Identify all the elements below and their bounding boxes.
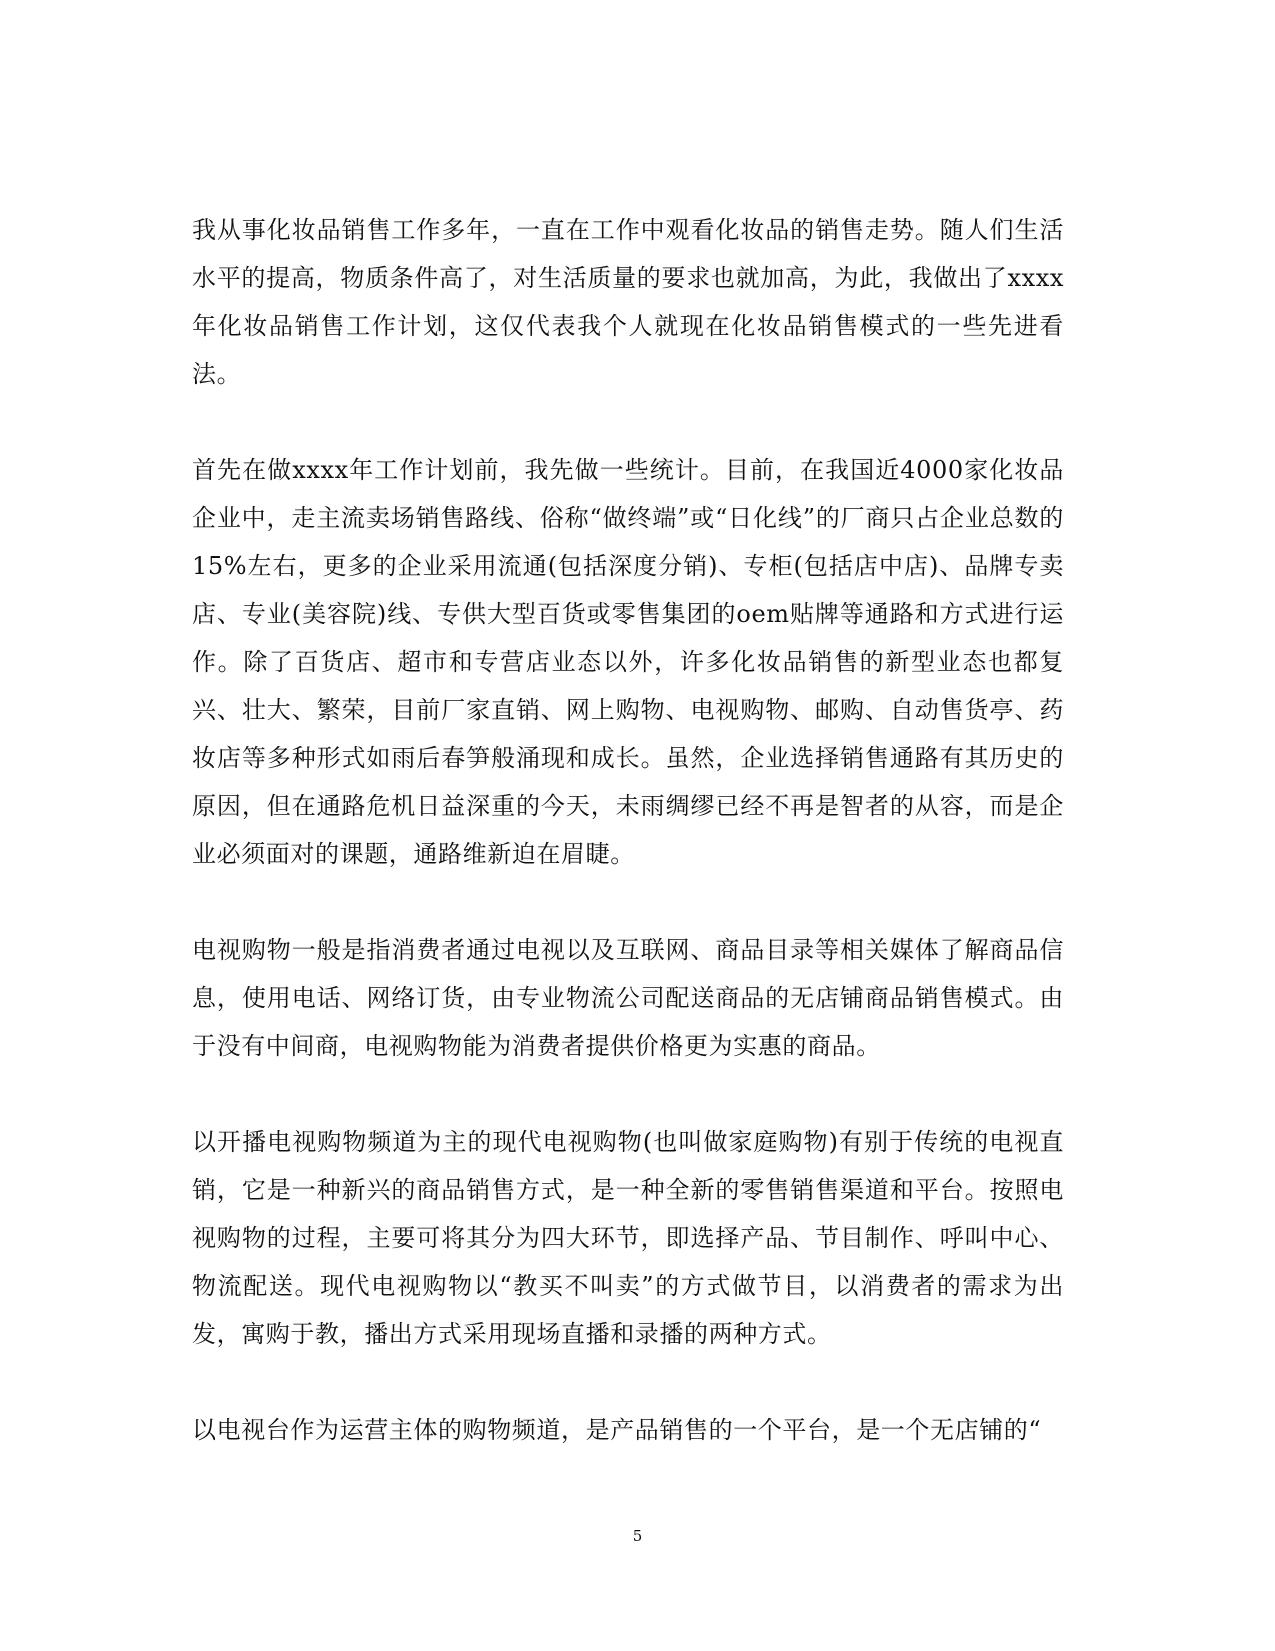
page-number: 5 [632, 1527, 643, 1545]
paragraph-tv-shopping-definition: 电视购物一般是指消费者通过电视以及互联网、商品目录等相关媒体了解商品信息，使用电话、网络订货，由专业物流公司配送商品的无店铺商品销售模式。由于没有中间商，电视购物能为消费者提供价格更为实惠的商品。 [192, 936, 1064, 1060]
paragraph-modern-tv-shopping: 以开播电视购物频道为主的现代电视购物(也叫做家庭购物)有别于传统的电视直销，它是一种新兴的商品销售方式，是一种全新的零售销售渠道和平台。按照电视购物的过程，主要可将其分为四大环节，即选择产品、节目制作、呼叫中心、物流配送。现代电视购物以“教买不叫卖”的方式做节目，以消费者的需求为出发，寓购于教，播出方式采用现场直播和录播的两种方式。 [192, 1128, 1064, 1348]
paragraph-intro: 我从事化妆品销售工作多年，一直在工作中观看化妆品的销售走势。随人们生活水平的提高，物质条件高了，对生活质量的要求也就加高，为此，我做出了xxxx年化妆品销售工作计划，这仅代表我个人就现在化妆品销售模式的一些先进看法。 [192, 216, 1064, 388]
paragraph-shopping-channel: 以电视台作为运营主体的购物频道，是产品销售的一个平台，是一个无店铺的“ [192, 1416, 1042, 1444]
document-body [192, 206, 1064, 1454]
paragraph-statistics: 首先在做xxxx年工作计划前，我先做一些统计。目前，在我国近4000家化妆品企业中，走主流卖场销售路线、俗称“做终端”或“日化线”的厂商只占企业总数的15%左右，更多的企业采用流通(包括深度分销)、专柜(包括店中店)、品牌专卖店、专业(美容院)线、专供大型百货或零售集团的oem贴牌等通路和方式进行运作。除了百货店、超市和专营店业态以外，许多化妆品销售的新型业态也都复兴、壮大、繁荣，目前厂家直销、网上购物、电视购物、邮购、自动售货亭、药妆店等多种形式如雨后春笋般涌现和成长。虽然，企业选择销售通路有其历史的原因，但在通路危机日益深重的今天，未雨绸缪已经不再是智者的从容，而是企业必须面对的课题，通路维新迫在眉睫。 [192, 456, 1064, 868]
